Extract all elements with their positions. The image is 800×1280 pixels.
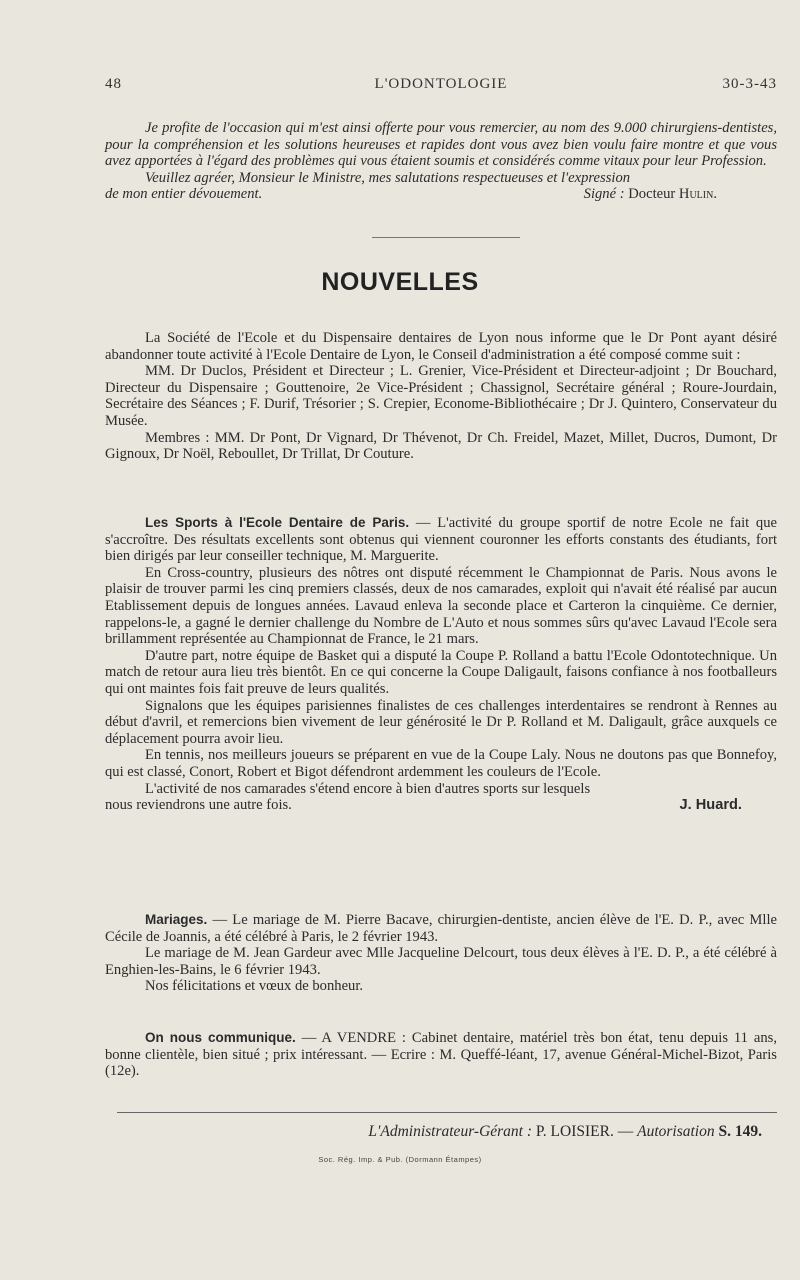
- letter-paragraph: Je profite de l'occasion qui m'est ainsi offerte pour vous remercier, au nom des 9.000 chirurgiens-dentistes, pour la compréhension et les solutions heureuses et rapides dont vous avez bien voulu faire montre et que vous avez apportées à l'égard des problèmes qui vous étaient soumis et considérés comme vitaux pour leur Profession.: [105, 120, 777, 170]
- communique-news: [105, 1030, 777, 1080]
- letter-salutation-end: de mon entier dévouement.: [105, 186, 263, 203]
- printer-credit: Soc. Rég. Imp. & Pub. (Dormann Étampes): [318, 1155, 482, 1164]
- sports-paragraph-challenges: Signalons que les équipes parisiennes finalistes de ces challenges interdentaires se rendront à Rennes au début d'avril, et remercions bien vivement de leur générosité le Dr P. Rolland et M. Daligault, grâce auxquels ce déplacement pourra avoir lieu.: [105, 697, 777, 747]
- lyon-paragraph-intro: La Société de l'Ecole et du Dispensaire dentaires de Lyon nous informe que le Dr Pont ayant désiré abandonner toute activité à l'Ecole Dentaire de Lyon, le Conseil d'administration a été composé comme suit :: [105, 330, 777, 363]
- signature-name: Hulin.: [678, 186, 717, 203]
- signature: [584, 186, 777, 203]
- section-divider: [372, 237, 520, 238]
- authorisation-label: Autorisation: [637, 1123, 715, 1140]
- mariages-paragraph-1: Mariages. — Le mariage de M. Pierre Bacave, chirurgien-dentiste, ancien élève de l'E. D. P., avec Mlle Cécile de Joannis, a été célébré à Paris, le 2 février 1943.: [105, 912, 777, 945]
- lyon-news: [105, 330, 777, 463]
- mariages-paragraph-3: Nos félicitations et vœux de bonheur.: [145, 978, 364, 995]
- footer-divider: [117, 1112, 777, 1113]
- sports-author: J. Huard.: [679, 797, 742, 814]
- section-title: NOUVELLES: [321, 268, 479, 296]
- mariages-paragraph-2: Le mariage de M. Jean Gardeur avec Mlle Jacqueline Delcourt, tous deux élèves à l'E. D. P., a été célébré à Enghien-les-Bains, le 6 février 1943.: [105, 945, 777, 978]
- authorisation-number: S. 149.: [718, 1123, 762, 1140]
- lyon-paragraph-council: MM. Dr Duclos, Président et Directeur ; L. Grenier, Vice-Président et Directeur-adjoint ; Dr Bouchard, Directeur du Dispensaire ; Gouttenoire, 2e Vice-Président ; Chassignol, Secrétaire général ; Roure-Jourdain, Secrétaire des Séances ; F. Durif, Trésorier ; S. Crepier, Econome-Bibliothécaire ; Dr J. Quintero, Conservateur du Musée.: [105, 363, 777, 429]
- issue-date: 30-3-43: [722, 76, 777, 92]
- sports-news: [105, 515, 777, 814]
- sports-paragraph-end: nous reviendrons une autre fois.: [105, 797, 292, 814]
- communique-paragraph: On nous communique. — A VENDRE : Cabinet dentaire, matériel très bon état, tenu depuis 11 ans, bonne clientèle, bien situé ; prix intéressant. — Ecrire : M. Queffé-léant, 17, avenue Général-Michel-Bizot, Paris (12e).: [105, 1030, 777, 1080]
- mariages-news: [105, 912, 777, 995]
- lyon-paragraph-members: Membres : MM. Dr Pont, Dr Vignard, Dr Thévenot, Dr Ch. Freidel, Mazet, Millet, Ducros, Dumont, Dr Gignoux, Dr Noël, Reboullet, Dr Trillat, Dr Couture.: [105, 429, 777, 463]
- mariages-lead: Mariages.: [145, 912, 208, 927]
- sports-paragraph-intro: Les Sports à l'Ecole Dentaire de Paris. — L'activité du groupe sportif de notre Ecole ne fait que s'accroître. Des résultats excellents sont obtenus qui viennent couronner les efforts constants des étudiants, fort bien dirigés par leur conseiller technique, M. Marguerite.: [105, 515, 777, 565]
- letter-closing: [105, 120, 777, 203]
- letter-salutation: Veuillez agréer, Monsieur le Ministre, mes salutations respectueuses et l'expression: [145, 169, 631, 186]
- page-number: 48: [105, 76, 122, 92]
- sports-author-line: [105, 797, 777, 814]
- signature-label: Signé :: [583, 186, 625, 203]
- footer-dash: —: [617, 1123, 634, 1140]
- signature-title: Docteur: [628, 186, 676, 203]
- admin-label: L'Administrateur-Gérant :: [368, 1123, 533, 1140]
- sports-paragraph-tennis: En tennis, nos meilleurs joueurs se préparent en vue de la Coupe Laly. Nous ne doutons pas que Bonnefoy, qui est classé, Conort, Robert et Bigot défendront ardemment les couleurs de l'Ecole.: [105, 747, 777, 780]
- footer-credits: [105, 1123, 762, 1141]
- sports-lead: Les Sports à l'Ecole Dentaire de Paris.: [145, 515, 410, 530]
- sports-paragraph-basket: D'autre part, notre équipe de Basket qui a disputé la Coupe P. Rolland a battu l'Ecole Odontotechnique. Un match de retour aura lieu très bientôt. En ce qui concerne la Coupe Daligault, faisons confiance à nos footballeurs qui ont maintes fois fait preuve de leurs qualités.: [105, 647, 777, 697]
- journal-title: L'ODONTOLOGIE: [374, 76, 508, 92]
- letter-signature-line: [105, 186, 777, 203]
- communique-lead: On nous communique.: [145, 1030, 296, 1045]
- sports-paragraph-other: L'activité de nos camarades s'étend encore à bien d'autres sports sur lesquels: [145, 780, 591, 797]
- admin-name: P. LOISIER.: [535, 1123, 614, 1140]
- sports-paragraph-cross: En Cross-country, plusieurs des nôtres ont disputé récemment le Championnat de Paris. Nous avons le plaisir de trouver parmi les cinq premiers classés, deux de nos camarades, exploit qui n'avait été réalisé par aucun Etablissement depuis de longues années. Lavaud enleva la seconde place et Carteron la cinquième. Ce dernier, rappelons-le, a gagné le dernier challenge du Nombre de L'Auto et nous sommes sûrs qu'avec Lavaud l'Ecole sera brillamment représentée au Championnat de France, le 21 mars.: [105, 564, 777, 648]
